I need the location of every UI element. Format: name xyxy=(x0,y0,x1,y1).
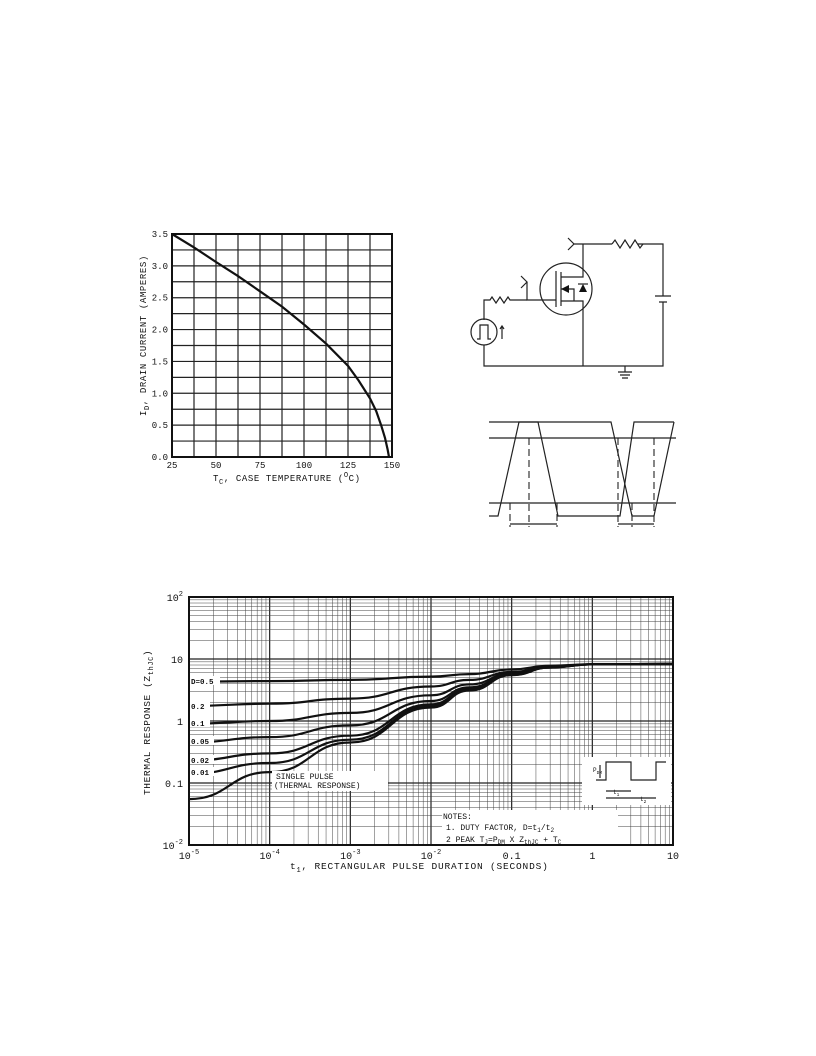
waveform-timing-markers xyxy=(510,438,654,527)
chart1-y-tick: 0.5 xyxy=(151,421,168,432)
chart1-y-tick: 1.5 xyxy=(151,357,168,368)
waveform-input xyxy=(489,422,674,516)
thermal-response-label: (THERMAL RESPONSE) xyxy=(274,782,361,791)
single-pulse-label: SINGLE PULSE xyxy=(276,773,334,782)
inset-pdm-label: $P_{DM}$ xyxy=(593,767,603,776)
wire-bottom xyxy=(484,302,663,366)
chart2-x-tick: 0.1 xyxy=(502,852,521,863)
test-circuit-schematic xyxy=(471,238,671,378)
chart2-y-tick: 10 xyxy=(170,656,183,667)
chart2-x-tick: $10^{-5}$ xyxy=(178,849,200,863)
ground-icon xyxy=(618,366,632,378)
pulse-generator-circle xyxy=(471,319,497,345)
wire-right-top xyxy=(638,244,663,296)
body-diode-icon xyxy=(579,284,587,292)
thermal-response-chart xyxy=(142,591,679,875)
waveform-threshold-lines xyxy=(489,438,676,503)
legend-d005: 0.05 xyxy=(191,739,210,747)
chart2-x-tick: $10^{-3}$ xyxy=(340,849,361,863)
chart2-x-tick: $10^{-2}$ xyxy=(420,849,442,863)
chart1-y-tick: 1.0 xyxy=(151,389,168,400)
chart1-x-tick-labels xyxy=(167,461,401,471)
chart2-y-tick: $10^{-2}$ xyxy=(162,839,183,853)
chart2-y-axis-label: THERMAL RESPONSE $(Z_{thJC})$ xyxy=(142,649,156,795)
notes-title: NOTES: xyxy=(443,813,472,822)
pulse-inset xyxy=(582,757,671,805)
drain-terminal-icon xyxy=(568,238,574,250)
chart1-y-tick: 2.0 xyxy=(151,325,168,336)
inset-t2-label: $t_2$ xyxy=(640,796,647,805)
switching-waveforms-diagram xyxy=(489,422,676,527)
chart2-x-axis-label: $t_1$, RECTANGULAR PULSE DURATION (SECONDS) xyxy=(290,861,549,875)
legend-d002: 0.02 xyxy=(191,758,210,766)
chart2-x-tick: $10^{-4}$ xyxy=(259,849,280,863)
legend-d001: 0.01 xyxy=(191,770,210,778)
chart1-y-tick-labels xyxy=(152,230,168,463)
pulse-arrow-icon xyxy=(500,326,504,339)
chart2-y-tick: $10^2$ xyxy=(166,591,183,605)
drain-current-chart xyxy=(139,230,400,487)
legend-d02: 0.2 xyxy=(191,704,205,712)
waveform-output xyxy=(489,422,674,516)
mosfet-arrow-icon xyxy=(561,285,569,293)
chart1-x-tick: 75 xyxy=(254,461,266,471)
chart2-x-tick: 1 xyxy=(589,852,596,863)
chart1-y-tick: 2.5 xyxy=(151,293,168,304)
legend-d01: 0.1 xyxy=(191,721,205,729)
note-peak-tj: 2 PEAK $T_J=P_{DM}$ X $Z_{thJC} + T_C$ xyxy=(446,836,562,846)
chart1-x-tick: 100 xyxy=(295,461,313,471)
chart1-x-tick: 25 xyxy=(166,461,178,471)
pulse-waveform-icon xyxy=(477,325,491,339)
gate-resistor-icon xyxy=(484,297,527,320)
chart2-y-tick: 1 xyxy=(176,718,183,729)
chart1-x-tick: 125 xyxy=(339,461,357,471)
chart1-y-axis-label: $I_D$, DRAIN CURRENT (AMPERES) xyxy=(139,255,152,416)
chart1-y-tick: 0.0 xyxy=(151,453,168,463)
chart1-x-tick: 150 xyxy=(383,461,401,471)
chart2-y-tick-labels xyxy=(163,591,183,853)
legend-d05: D=0.5 xyxy=(191,679,214,687)
chart2-y-tick: 0.1 xyxy=(164,780,183,791)
pulse-train-icon xyxy=(596,762,666,780)
gate-terminal-icon xyxy=(521,276,527,288)
battery-icon xyxy=(655,296,671,302)
chart1-y-tick: 3.5 xyxy=(151,230,168,240)
chart1-y-tick: 3.0 xyxy=(151,261,168,272)
chart1-grid xyxy=(172,234,392,457)
note-duty-factor: 1. DUTY FACTOR, $D=t_1/t_2$ xyxy=(446,824,555,834)
chart1-x-axis-label: $T_C$, CASE TEMPERATURE ($^O$C) xyxy=(213,472,361,487)
chart1-x-tick: 50 xyxy=(210,461,222,471)
inset-t1-label: $t_1$ xyxy=(613,789,620,798)
chart2-x-tick: 10 xyxy=(666,852,679,863)
